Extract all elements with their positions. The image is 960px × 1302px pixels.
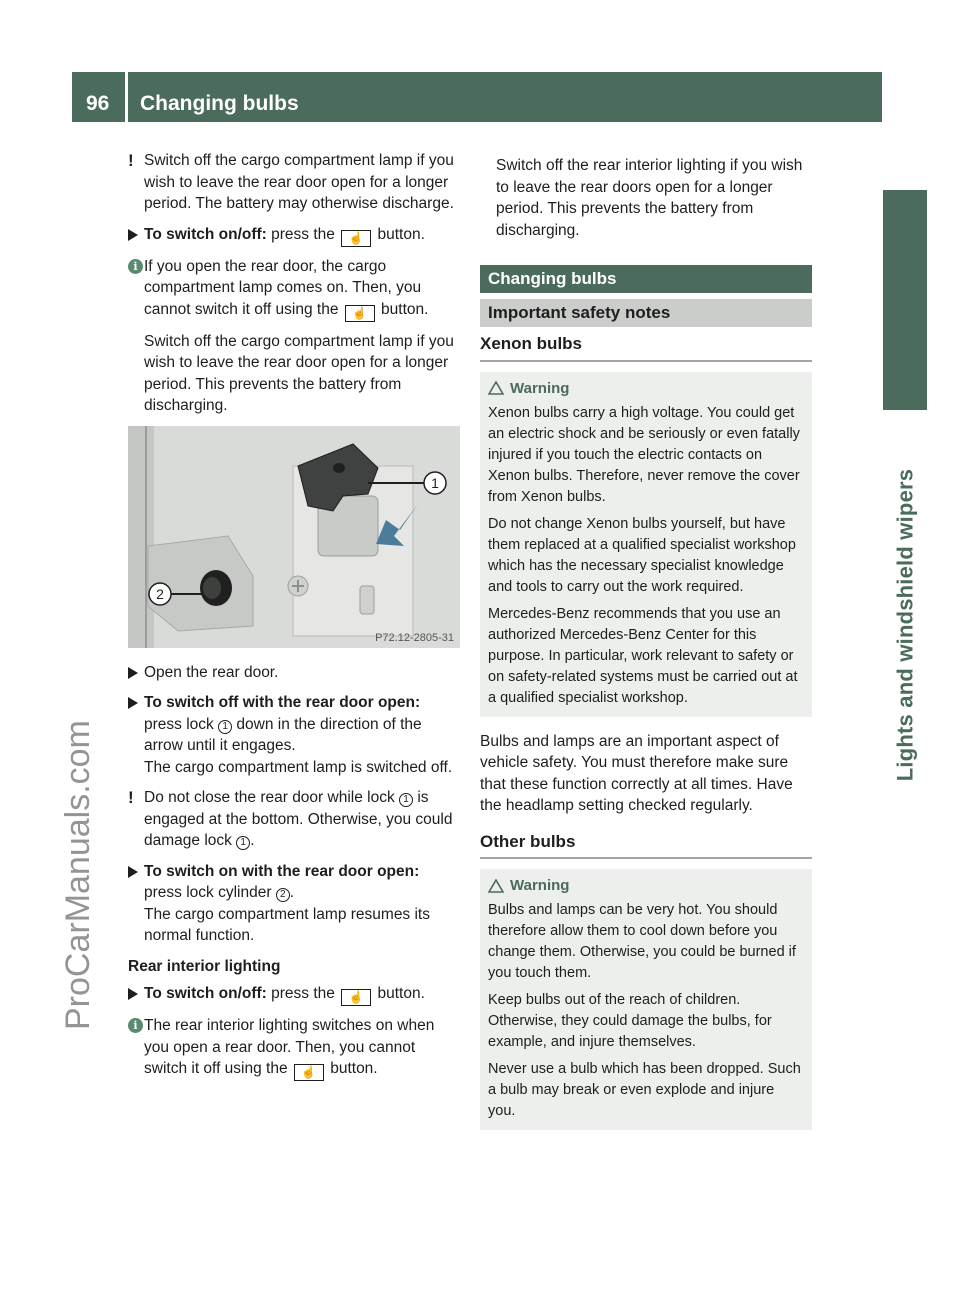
warning-text: Never use a bulb which has been dropped. Such a bulb may break or even explode and injure you.	[488, 1061, 801, 1119]
info-text: The rear interior lighting switches on when you open a rear door. Then, you cannot switch it off using the	[144, 1017, 435, 1077]
step-text: press the	[266, 225, 340, 243]
lamp-button-icon: ☝	[345, 305, 375, 322]
step-arrow-icon	[128, 988, 138, 1000]
warning-box	[480, 869, 812, 1130]
caution-text: .	[250, 832, 255, 849]
callout-2-icon: 2	[276, 888, 290, 902]
caution-text: is engaged at the bottom. Otherwise, you could damage lock	[144, 789, 453, 849]
exclamation-icon: !	[128, 788, 134, 807]
warning-title	[488, 875, 804, 896]
info-icon: i	[128, 1018, 143, 1033]
left-column	[128, 150, 460, 1090]
step-arrow-icon	[128, 866, 138, 878]
callout-1-icon: 1	[218, 720, 232, 734]
body-text: Bulbs and lamps are an important aspect of vehicle safety. You must therefore make sure that these function correctly at all times. Have the headlamp setting checked regularly.	[480, 732, 793, 814]
warning-triangle-icon	[488, 879, 504, 893]
step-text: down in the direction of the arrow until it engages.	[144, 715, 422, 754]
info-text: Switch off the cargo compartment lamp if you wish to leave the rear door open for a longer period. This prevents the battery from discharging.	[144, 332, 454, 414]
callout-1-icon: 1	[236, 836, 250, 850]
cargo-lock-figure	[128, 426, 460, 648]
info-note	[128, 256, 460, 417]
door-lock-illustration	[128, 426, 460, 648]
other-bulbs-heading: Other bulbs	[480, 831, 812, 860]
step-text: button.	[373, 225, 425, 243]
step-arrow-icon	[128, 229, 138, 241]
caution-text: Do not close the rear door while lock	[144, 789, 400, 806]
step-label: To switch off with the rear door open:	[144, 694, 421, 711]
warning-title	[488, 378, 804, 399]
step-label: To switch on/off:	[144, 985, 267, 1002]
step-arrow-icon	[128, 697, 138, 709]
step-label: To switch on/off:	[144, 225, 267, 243]
warning-text: Mercedes-Benz recommends that you use an authorized Mercedes-Benz Center for this purpose. In particular, work relevant to safety or on safety-related systems must be carried out at a qualified specialist workshop.	[488, 605, 798, 706]
lamp-button-icon: ☝	[341, 230, 371, 247]
figure-code: P72.12-2805-31	[375, 631, 454, 644]
warning-text: Xenon bulbs carry a high voltage. You could get an electric shock and be seriously or even fatally injured if you touch the electric contacts on Xenon bulbs. Therefore, never remove the cover from Xenon bulbs.	[488, 404, 800, 505]
instruction-step	[128, 983, 460, 1006]
xenon-heading: Xenon bulbs	[480, 333, 812, 362]
step-text: press lock	[144, 715, 219, 733]
step-text: press lock cylinder	[144, 884, 276, 901]
info-text: button.	[325, 1060, 378, 1077]
step-text: press the	[266, 985, 340, 1002]
page-title: Changing bulbs	[140, 92, 299, 115]
instruction-step	[128, 692, 460, 778]
page-number: 96	[86, 92, 110, 115]
step-text: button.	[373, 985, 425, 1002]
chapter-tab	[883, 190, 927, 410]
info-icon: i	[128, 259, 143, 274]
instruction-step	[128, 662, 460, 684]
header-divider	[125, 72, 128, 122]
section-heading: Changing bulbs	[480, 265, 812, 293]
step-text: The cargo compartment lamp resumes its normal function.	[144, 905, 430, 944]
warning-triangle-icon	[488, 381, 504, 395]
lamp-button-icon: ☝	[341, 989, 371, 1006]
chapter-label: Lights and windshield wipers	[892, 468, 918, 782]
figure-callout-1: 1	[431, 474, 439, 491]
callout-1-icon: 1	[399, 793, 413, 807]
page-header	[72, 72, 882, 122]
warning-text: Keep bulbs out of the reach of children. Otherwise, they could damage the bulbs, for example, and injure themselves.	[488, 992, 772, 1050]
info-text: button.	[376, 300, 429, 318]
info-continuation: Switch off the rear interior lighting if you wish to leave the rear doors open for a longer period. This prevents the battery from discharging.	[496, 157, 803, 239]
step-label: To switch on with the rear door open:	[144, 862, 420, 880]
watermark-text: ProCarManuals.com	[59, 720, 97, 1030]
step-text: The cargo compartment lamp is switched off.	[144, 758, 453, 776]
exclamation-icon: !	[128, 151, 134, 170]
warning-label: Warning	[510, 877, 570, 894]
caution-text: Switch off the cargo compartment lamp if you wish to leave the rear door open for a longer period. The battery may otherwise discharge.	[144, 152, 454, 212]
info-note	[128, 1015, 460, 1081]
step-text: Open the rear door.	[144, 663, 279, 681]
step-text: .	[289, 884, 295, 901]
subheading: Rear interior lighting	[128, 957, 281, 975]
caution-note	[128, 150, 460, 215]
warning-box	[480, 372, 812, 717]
figure-callout-2: 2	[156, 585, 164, 602]
warning-label: Warning	[510, 379, 570, 397]
instruction-step	[128, 861, 460, 947]
warning-text: Do not change Xenon bulbs yourself, but have them replaced at a qualified specialist workshop which has the necessary specialist knowledge and tools to carry out the work required.	[488, 515, 796, 595]
step-arrow-icon	[128, 667, 138, 679]
instruction-step	[128, 224, 460, 247]
lamp-button-icon: ☝	[294, 1064, 324, 1081]
info-text: If you open the rear door, the cargo compartment lamp comes on. Then, you cannot switch it off using the	[144, 257, 422, 318]
warning-text: Bulbs and lamps can be very hot. You should therefore allow them to cool down before you change them. Otherwise, you could be burned if you touch them.	[488, 902, 796, 981]
caution-note	[128, 787, 460, 852]
right-column	[480, 155, 812, 1144]
subsection-heading: Important safety notes	[480, 299, 812, 327]
